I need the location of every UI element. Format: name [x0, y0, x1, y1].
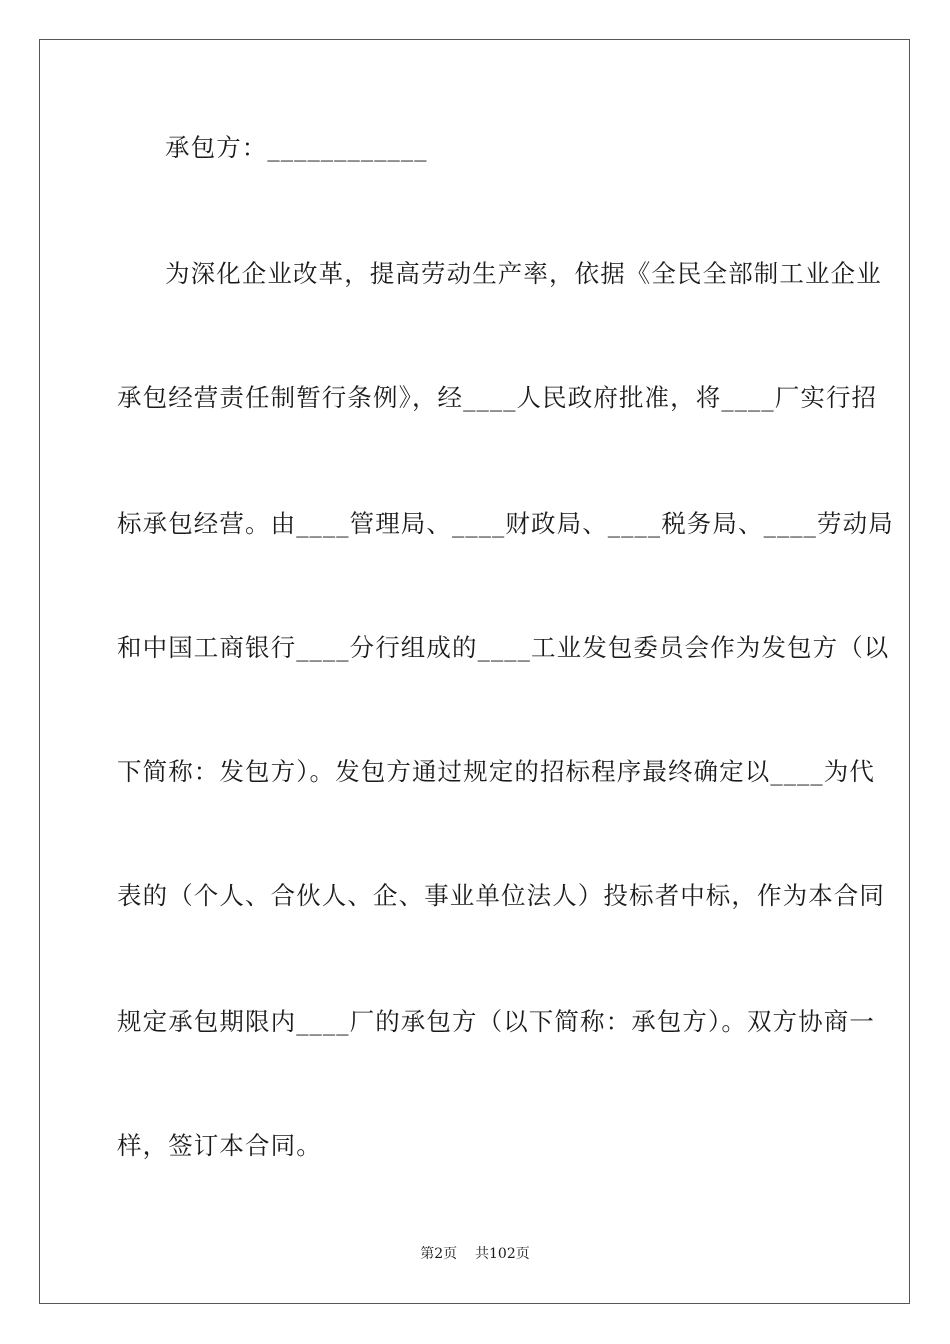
paragraph-line-4: 和中国工商银行____分行组成的____工业发包委员会作为发包方（以 [117, 633, 890, 662]
paragraph-line-6: 表的（个人、合伙人、企、事业单位法人）投标者中标，作为本合同 [117, 881, 885, 910]
page-footer [0, 1244, 950, 1264]
party-b-line: 承包方：____________ [165, 133, 428, 162]
paragraph-line-3: 标承包经营。由____管理局、____财政局、____税务局、____劳动局 [117, 509, 894, 538]
paragraph-line-2: 承包经营责任制暂行条例》，经____人民政府批准，将____厂实行招 [117, 383, 878, 412]
page-number: 第2页 [420, 1246, 458, 1262]
paragraph-line-7: 规定承包期限内____厂的承包方（以下简称：承包方）。双方协商一 [117, 1007, 875, 1036]
page-border [39, 39, 910, 1304]
paragraph-line-5: 下简称：发包方）。发包方通过规定的招标程序最终确定以____为代 [117, 757, 875, 786]
paragraph-line-8: 样，签订本合同。 [117, 1131, 322, 1160]
paragraph-line-1: 为深化企业改革，提高劳动生产率，依据《全民全部制工业企业 [165, 259, 882, 288]
page-total: 共102页 [475, 1246, 530, 1262]
